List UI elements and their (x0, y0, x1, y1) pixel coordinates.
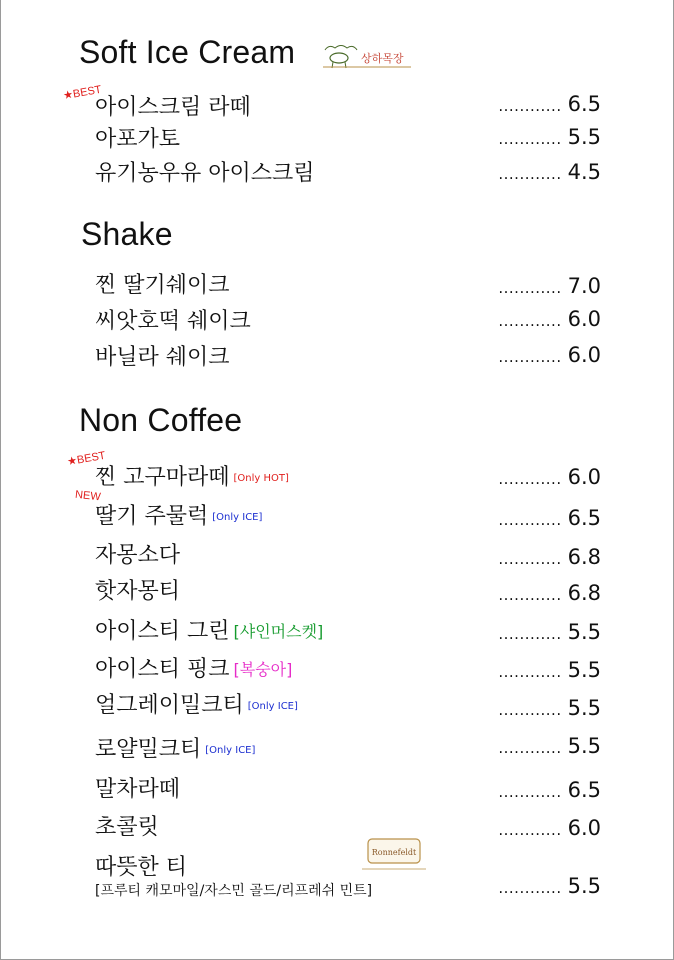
menu-item-price: ............ 5.5 (498, 658, 601, 682)
tea-flavors-subtitle: [프루티 캐모마일/자스민 골드/리프레쉬 민트] (95, 883, 373, 899)
menu-item-name: 초콜릿 (95, 815, 159, 840)
menu-item-name: 아포가토 (95, 127, 181, 152)
menu-item-name: 바닐라 쉐이크 (95, 345, 230, 370)
menu-item-price: ............ 6.8 (498, 545, 601, 569)
menu-item-name: 핫자몽티 (95, 579, 181, 604)
menu-item-price: ............ 6.5 (498, 778, 601, 802)
menu-item-name: 찐 딸기쉐이크 (95, 273, 230, 298)
menu-item-price: ............ 5.5 (498, 125, 601, 149)
menu-item-name: 아이스티 그린 [샤인머스켓] (95, 619, 324, 644)
logo-text: Ronnefeldt (371, 848, 417, 857)
menu-item-price: ............ 5.5 (498, 734, 601, 758)
menu-item-name: 자몽소다 (95, 543, 181, 568)
menu-item-name: 씨앗호떡 쉐이크 (95, 309, 251, 334)
menu-item-price: ............ 6.0 (498, 307, 601, 331)
menu-item-price: ............ 5.5 (498, 874, 601, 898)
peach-tag: [복숭아] (233, 660, 293, 679)
only-ice-tag: [Only ICE] (205, 745, 256, 756)
menu-item-name: 따뜻한 티 (95, 855, 188, 880)
new-badge: NEW (74, 488, 102, 504)
section-title-shake: Shake (81, 216, 173, 252)
menu-item-price: ............ 6.5 (498, 506, 601, 530)
menu-item-name: 유기농우유 아이스크림 (95, 161, 315, 186)
menu-item-price: ............ 6.8 (498, 581, 601, 605)
menu-item-price: ............ 6.5 (498, 92, 601, 116)
section-title-soft-ice-cream: Soft Ice Cream (79, 34, 296, 70)
best-badge: ★BEST (66, 449, 107, 469)
menu-item-name: 로얄밀크티 [Only ICE] (95, 737, 256, 762)
menu-item-name: 말차라떼 (95, 777, 181, 802)
menu-item-price: ............ 5.5 (498, 620, 601, 644)
menu-item-price: ............ 7.0 (498, 274, 601, 298)
menu-item-price: ............ 6.0 (498, 343, 601, 367)
shine-muscat-tag: [샤인머스켓] (233, 622, 324, 641)
menu-item-name: 딸기 주물럭 [Only ICE] (95, 504, 263, 529)
best-badge: ★BEST (62, 83, 103, 103)
only-ice-tag: [Only ICE] (212, 512, 263, 523)
menu-item-name: 찐 고구마라떼 [Only HOT] (95, 465, 289, 490)
logo-text: 상하목장 (361, 52, 404, 65)
menu-item-name: 아이스크림 라떼 (95, 95, 251, 120)
only-hot-tag: [Only HOT] (233, 473, 289, 484)
menu-item-name: 얼그레이밀크티 [Only ICE] (95, 693, 298, 718)
menu-item-name: 아이스티 핑크 [복숭아] (95, 657, 293, 682)
cow-mascot-logo-icon (321, 40, 413, 74)
menu-item-price: ............ 6.0 (498, 816, 601, 840)
menu-item-price: ............ 4.5 (498, 160, 601, 184)
only-ice-tag: [Only ICE] (247, 701, 298, 712)
tea-brand-logo-icon (358, 836, 430, 876)
menu-item-price: ............ 5.5 (498, 696, 601, 720)
menu-item-price: ............ 6.0 (498, 465, 601, 489)
section-title-non-coffee: Non Coffee (79, 402, 243, 438)
